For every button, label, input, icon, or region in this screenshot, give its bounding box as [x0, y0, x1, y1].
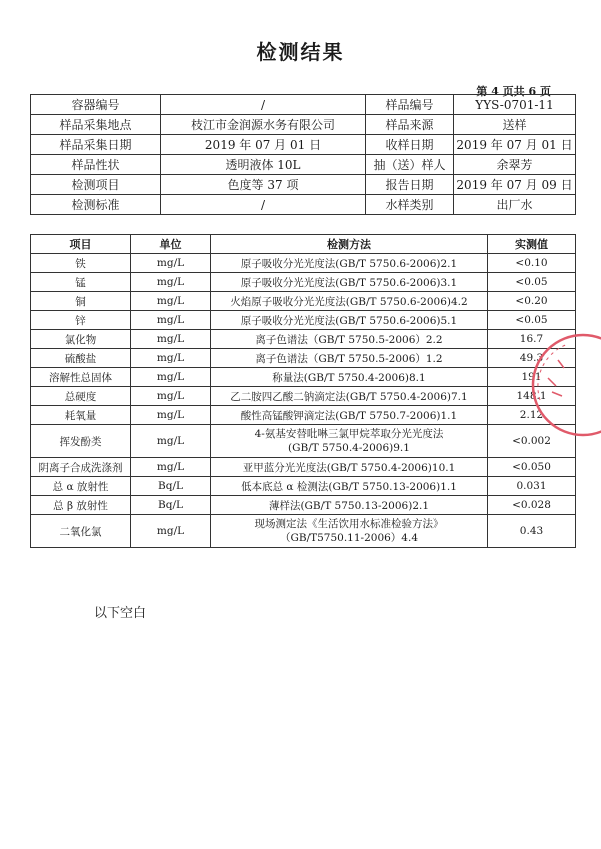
results-table: [30, 234, 576, 548]
result-item: 氯化物: [31, 330, 131, 349]
info-value: YYS-0701-11: [454, 95, 576, 115]
info-value: 2019 年 07 月 01 日: [161, 135, 366, 155]
info-row: [31, 195, 576, 215]
result-item: 总 α 放射性: [31, 477, 131, 496]
result-unit: mg/L: [131, 254, 211, 273]
result-row: [31, 515, 576, 548]
result-row: [31, 477, 576, 496]
info-label: 样品采集地点: [31, 115, 161, 135]
result-row: [31, 425, 576, 458]
result-item: 挥发酚类: [31, 425, 131, 458]
header-item: 项目: [31, 235, 131, 254]
result-method: 称量法(GB/T 5750.4-2006)8.1: [211, 368, 488, 387]
result-unit: Bq/L: [131, 477, 211, 496]
info-row: [31, 175, 576, 195]
info-label: 样品采集日期: [31, 135, 161, 155]
result-unit: mg/L: [131, 458, 211, 477]
result-item: 溶解性总固体: [31, 368, 131, 387]
result-value: <0.20: [488, 292, 576, 311]
info-label: 样品来源: [366, 115, 454, 135]
result-row: [31, 311, 576, 330]
result-value: <0.05: [488, 311, 576, 330]
result-row: [31, 368, 576, 387]
info-label: 抽（送）样人: [366, 155, 454, 175]
result-method-line: 现场测定法《生活饮用水标准检验方法》: [254, 518, 444, 530]
result-method: 火焰原子吸收分光光度法(GB/T 5750.6-2006)4.2: [211, 292, 488, 311]
info-value: 送样: [454, 115, 576, 135]
result-item: 耗氧量: [31, 406, 131, 425]
result-unit: mg/L: [131, 349, 211, 368]
result-value: <0.05: [488, 273, 576, 292]
result-method: 低本底总 α 检测法(GB/T 5750.13-2006)1.1: [211, 477, 488, 496]
official-seal-stamp: [528, 330, 601, 440]
info-label: 检测项目: [31, 175, 161, 195]
blank-note: 以下空白: [94, 606, 147, 621]
result-unit: mg/L: [131, 292, 211, 311]
result-method: 亚甲蓝分光光度法(GB/T 5750.4-2006)10.1: [211, 458, 488, 477]
result-method: [211, 515, 488, 548]
result-item: 二氧化氯: [31, 515, 131, 548]
result-method: 离子色谱法（GB/T 5750.5-2006）2.2: [211, 330, 488, 349]
result-unit: mg/L: [131, 273, 211, 292]
info-value: 2019 年 07 月 01 日: [454, 135, 576, 155]
info-row: [31, 95, 576, 115]
seal-ring: [533, 335, 601, 435]
result-value: 49.3: [488, 349, 576, 368]
result-value: 148.1: [488, 387, 576, 406]
result-method: 原子吸收分光光度法(GB/T 5750.6-2006)5.1: [211, 311, 488, 330]
result-row: [31, 273, 576, 292]
results-header-row: [31, 235, 576, 254]
result-unit: mg/L: [131, 368, 211, 387]
result-row: [31, 292, 576, 311]
result-unit: mg/L: [131, 387, 211, 406]
result-row: [31, 254, 576, 273]
result-value: 16.7: [488, 330, 576, 349]
result-unit: mg/L: [131, 406, 211, 425]
result-method: 酸性高锰酸钾滴定法(GB/T 5750.7-2006)1.1: [211, 406, 488, 425]
result-item: 铁: [31, 254, 131, 273]
info-label: 样品编号: [366, 95, 454, 115]
info-label: 样品性状: [31, 155, 161, 175]
result-value: 191: [488, 368, 576, 387]
result-method-line: 4-氨基安替吡啉三氯甲烷萃取分光光度法: [254, 428, 444, 440]
info-value: 枝江市金润源水务有限公司: [161, 115, 366, 135]
info-row: [31, 115, 576, 135]
result-value: <0.050: [488, 458, 576, 477]
info-value: /: [161, 195, 366, 215]
info-label: 检测标准: [31, 195, 161, 215]
result-value: <0.002: [488, 425, 576, 458]
info-row: [31, 155, 576, 175]
result-item: 阴离子合成洗涤剂: [31, 458, 131, 477]
info-value: 出厂水: [454, 195, 576, 215]
result-row: [31, 349, 576, 368]
result-unit: mg/L: [131, 330, 211, 349]
result-unit: mg/L: [131, 311, 211, 330]
info-value: 色度等 37 项: [161, 175, 366, 195]
info-label: 水样类别: [366, 195, 454, 215]
info-label: 收样日期: [366, 135, 454, 155]
result-item: 硫酸盐: [31, 349, 131, 368]
result-value: <0.028: [488, 496, 576, 515]
result-method-line: （GB/T5750.11-2006）4.4: [279, 532, 419, 544]
result-unit: mg/L: [131, 515, 211, 548]
header-unit: 单位: [131, 235, 211, 254]
result-row: [31, 406, 576, 425]
result-value: 0.031: [488, 477, 576, 496]
info-value: 透明液体 10L: [161, 155, 366, 175]
result-method: 乙二胺四乙酸二钠滴定法(GB/T 5750.4-2006)7.1: [211, 387, 488, 406]
page-indicator: 第 4 页共 6 页: [476, 85, 551, 98]
seal-marks: [548, 360, 564, 396]
result-method: 薄样法(GB/T 5750.13-2006)2.1: [211, 496, 488, 515]
header-value: 实测值: [488, 235, 576, 254]
info-value: 余翠芳: [454, 155, 576, 175]
header-method: 检测方法: [211, 235, 488, 254]
result-row: [31, 496, 576, 515]
result-method-line: (GB/T 5750.4-2006)9.1: [288, 442, 410, 454]
result-item: 总硬度: [31, 387, 131, 406]
results-body: [31, 254, 576, 548]
result-row: [31, 387, 576, 406]
result-row: [31, 458, 576, 477]
info-label: 报告日期: [366, 175, 454, 195]
result-method: 原子吸收分光光度法(GB/T 5750.6-2006)3.1: [211, 273, 488, 292]
info-value: /: [161, 95, 366, 115]
result-method: [211, 425, 488, 458]
result-item: 总 β 放射性: [31, 496, 131, 515]
info-row: [31, 135, 576, 155]
result-item: 锌: [31, 311, 131, 330]
result-item: 铜: [31, 292, 131, 311]
info-label: 容器编号: [31, 95, 161, 115]
result-method: 原子吸收分光光度法(GB/T 5750.6-2006)2.1: [211, 254, 488, 273]
info-value: 2019 年 07 月 09 日: [454, 175, 576, 195]
result-value: 0.43: [488, 515, 576, 548]
sample-info-table: [30, 94, 576, 215]
result-unit: Bq/L: [131, 496, 211, 515]
result-item: 锰: [31, 273, 131, 292]
result-value: <0.10: [488, 254, 576, 273]
result-row: [31, 330, 576, 349]
page-title: 检测结果: [256, 40, 345, 64]
result-value: 2.12: [488, 406, 576, 425]
result-method: 离子色谱法（GB/T 5750.5-2006）1.2: [211, 349, 488, 368]
result-unit: mg/L: [131, 425, 211, 458]
